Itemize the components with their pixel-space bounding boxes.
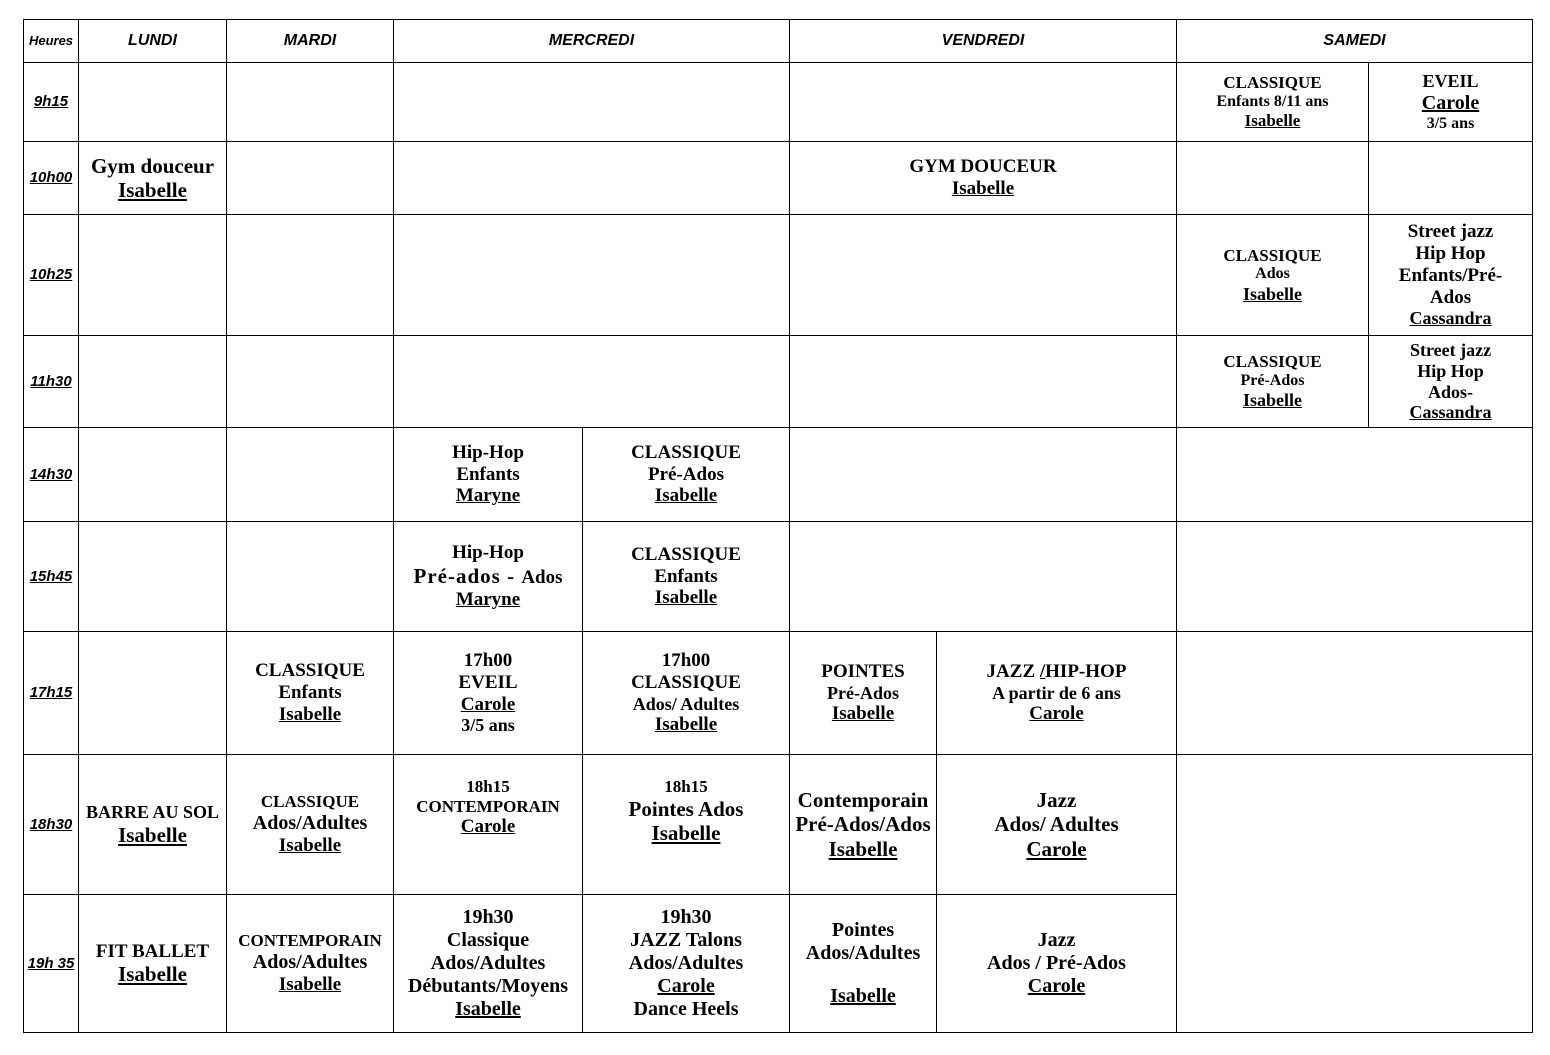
class-level: Enfants 8/11 ans (1216, 92, 1329, 110)
empty-cell (79, 428, 227, 522)
time-label: 15h45 (24, 522, 79, 632)
class-title: JAZZ Talons (630, 929, 742, 951)
empty-cell (79, 63, 227, 142)
empty-cell (227, 428, 394, 522)
class-title: Pointes Ados (628, 796, 744, 821)
empty-cell (79, 336, 227, 428)
class-cell (583, 895, 790, 1033)
time-label: 11h30 (24, 336, 79, 428)
class-title: Gym douceur (90, 153, 215, 178)
time-label: 19h 35 (24, 895, 79, 1033)
class-title: JAZZ (986, 660, 1040, 682)
class-title: Classique (446, 929, 530, 951)
class-level: Ados (1255, 265, 1290, 283)
empty-cell (79, 522, 227, 632)
time-label: 17h15 (24, 632, 79, 755)
class-level: 3/5 ans (461, 715, 515, 736)
class-level: Ados/ Adultes (632, 693, 740, 714)
class-note: Dance Heels (633, 998, 739, 1020)
class-cell (1369, 336, 1533, 428)
time-row-9h15 (24, 63, 1533, 142)
class-cell (394, 522, 583, 632)
class-teacher: Isabelle (830, 985, 896, 1007)
class-title: Street jazz (1407, 220, 1494, 242)
empty-cell (1177, 632, 1533, 755)
header-mardi: MARDI (227, 20, 394, 63)
class-teacher: Carole (460, 816, 516, 838)
class-cell (1177, 63, 1369, 142)
class-title: Hip Hop (1417, 360, 1484, 381)
class-cell (937, 895, 1177, 1033)
class-cell (394, 895, 583, 1033)
time-label: 18h30 (24, 755, 79, 895)
empty-cell (394, 336, 790, 428)
class-level: Ados/Adultes (252, 811, 368, 834)
class-level: Enfants (654, 565, 718, 587)
class-title: CLASSIQUE (260, 792, 360, 812)
class-title: Hip-Hop (452, 542, 524, 564)
schedule-table (23, 19, 1533, 1033)
class-title: FIT BALLET (95, 940, 210, 962)
time-label: 14h30 (24, 428, 79, 522)
class-level-line (396, 564, 580, 589)
class-title: CLASSIQUE (1223, 352, 1322, 372)
class-level: Pré-ados - (413, 564, 522, 589)
class-title: CONTEMPORAIN (416, 796, 560, 816)
class-level: Ados (521, 567, 563, 589)
class-cell (1369, 215, 1533, 336)
class-level: Pré-Ados (1240, 371, 1305, 389)
class-cell (227, 632, 394, 755)
class-level: Pré-Ados (648, 463, 724, 485)
time-row-15h45 (24, 522, 1533, 632)
empty-cell (227, 63, 394, 142)
empty-cell (790, 215, 1177, 336)
class-cell (394, 428, 583, 522)
class-level: Ados / Pré-Ados (987, 952, 1126, 974)
class-teacher: Isabelle (831, 703, 895, 725)
class-level: Ados/Adultes (805, 942, 921, 964)
class-teacher: Carole (1027, 975, 1086, 997)
class-cell (790, 632, 937, 755)
class-teacher: Isabelle (828, 836, 898, 861)
class-cell (937, 755, 1177, 895)
class-title: Street jazz (1409, 340, 1492, 361)
class-title: HIP-HOP (1045, 660, 1127, 682)
class-time: 19h30 (462, 906, 514, 928)
empty-cell (394, 142, 790, 215)
time-label: 10h00 (24, 142, 79, 215)
class-level: Pré-Ados (827, 682, 899, 703)
class-teacher: Maryne (455, 485, 521, 507)
class-time: 18h15 (664, 777, 708, 796)
class-title-line (939, 661, 1174, 683)
class-title: CONTEMPORAIN (238, 931, 382, 951)
class-title: Jazz (1037, 929, 1076, 951)
class-teacher: Isabelle (651, 820, 721, 845)
class-title: CLASSIQUE (631, 671, 741, 693)
empty-cell (790, 428, 1177, 522)
class-cell (583, 755, 790, 895)
class-title: CLASSIQUE (1223, 73, 1322, 93)
time-row-14h30 (24, 428, 1533, 522)
class-teacher: Isabelle (278, 834, 342, 856)
empty-cell (1369, 142, 1533, 215)
class-teacher: Isabelle (118, 822, 187, 847)
header-vendredi: VENDREDI (790, 20, 1177, 63)
class-cell (583, 632, 790, 755)
class-teacher: Isabelle (1244, 111, 1301, 131)
class-level: Ados/ Adultes (994, 812, 1119, 837)
class-level: Pré-Ados/Ados (795, 812, 931, 837)
class-title: EVEIL (1422, 70, 1479, 91)
class-cell (790, 895, 937, 1033)
class-level: Enfants/Pré- (1398, 264, 1503, 286)
header-row (24, 20, 1533, 63)
time-row-10h00 (24, 142, 1533, 215)
class-level: A partir de 6 ans (992, 682, 1121, 703)
class-teacher: Isabelle (951, 178, 1015, 199)
class-level: Enfants (456, 463, 520, 485)
empty-cell (1177, 755, 1533, 1033)
time-label: 9h15 (24, 63, 79, 142)
class-cell (227, 755, 394, 895)
class-title: BARRE AU SOL (85, 802, 220, 823)
empty-cell (227, 215, 394, 336)
header-mercredi: MERCREDI (394, 20, 790, 63)
class-title: EVEIL (458, 671, 518, 693)
class-time: 19h30 (660, 906, 712, 928)
class-teacher: Isabelle (1242, 390, 1302, 411)
class-cell (79, 895, 227, 1033)
class-level: Ados- (1428, 381, 1474, 402)
class-title: Contemporain (797, 788, 929, 813)
class-teacher: Maryne (455, 588, 521, 610)
class-teacher: Isabelle (455, 998, 521, 1020)
empty-cell (79, 632, 227, 755)
class-cell (583, 428, 790, 522)
class-level: Ados (1429, 286, 1472, 308)
class-cell (790, 755, 937, 895)
class-level: Débutants/Moyens (407, 975, 568, 997)
class-teacher: Carole (1421, 91, 1480, 114)
empty-cell (79, 215, 227, 336)
empty-cell (394, 63, 790, 142)
class-teacher: Carole (657, 975, 715, 997)
time-label: 10h25 (24, 215, 79, 336)
empty-cell (1177, 522, 1533, 632)
class-cell (79, 755, 227, 895)
time-row-17h15 (24, 632, 1533, 755)
class-title: CLASSIQUE (1223, 245, 1322, 265)
class-level: Ados/Adultes (430, 952, 546, 974)
empty-cell (790, 63, 1177, 142)
class-teacher: Isabelle (278, 703, 342, 725)
class-teacher: Isabelle (1242, 283, 1302, 304)
class-teacher: Cassandra (1409, 402, 1492, 423)
class-title: GYM DOUCEUR (909, 156, 1057, 178)
time-row-18h30 (24, 755, 1533, 895)
class-time: 17h00 (463, 649, 513, 671)
class-cell (1369, 63, 1533, 142)
spacer (792, 965, 934, 985)
class-title: Hip-Hop (452, 441, 524, 463)
class-time: 18h15 (466, 777, 510, 796)
empty-cell (1177, 142, 1369, 215)
class-cell (394, 755, 583, 895)
time-row-10h25 (24, 215, 1533, 336)
class-time: 17h00 (661, 649, 711, 671)
class-title: CLASSIQUE (631, 543, 741, 565)
class-teacher: Isabelle (278, 973, 342, 995)
empty-cell (227, 336, 394, 428)
class-cell (227, 895, 394, 1033)
header-heures: Heures (24, 20, 79, 63)
class-teacher: Carole (1029, 703, 1084, 725)
class-title: CLASSIQUE (255, 660, 365, 682)
class-cell (394, 632, 583, 755)
class-cell (79, 142, 227, 215)
class-teacher: Isabelle (654, 485, 718, 507)
header-lundi: LUNDI (79, 20, 227, 63)
class-level: Enfants (278, 682, 342, 704)
class-title: Jazz (1036, 788, 1077, 813)
class-teacher: Isabelle (118, 962, 187, 987)
class-title: Pointes (831, 919, 895, 941)
class-level: Ados/Adultes (252, 950, 368, 973)
class-cell (1177, 215, 1369, 336)
empty-cell (227, 142, 394, 215)
class-teacher: Isabelle (654, 714, 718, 736)
class-cell (937, 632, 1177, 755)
class-cell (790, 142, 1177, 215)
class-teacher: Carole (1026, 836, 1087, 861)
class-teacher: Isabelle (654, 587, 718, 609)
empty-cell (1177, 428, 1533, 522)
empty-cell (227, 522, 394, 632)
class-cell (583, 522, 790, 632)
class-teacher: Carole (460, 693, 516, 715)
class-cell (1177, 336, 1369, 428)
class-level: Ados/Adultes (628, 952, 744, 974)
empty-cell (790, 522, 1177, 632)
header-samedi: SAMEDI (1177, 20, 1533, 63)
class-title-slash: / (1039, 660, 1046, 682)
time-row-11h30 (24, 336, 1533, 428)
class-title: POINTES (821, 660, 905, 682)
class-title: CLASSIQUE (631, 441, 741, 463)
class-teacher: Cassandra (1409, 308, 1492, 329)
class-level: 3/5 ans (1426, 114, 1475, 132)
empty-cell (790, 336, 1177, 428)
class-title: Hip Hop (1415, 242, 1486, 264)
empty-cell (394, 215, 790, 336)
class-teacher: Isabelle (118, 178, 187, 202)
